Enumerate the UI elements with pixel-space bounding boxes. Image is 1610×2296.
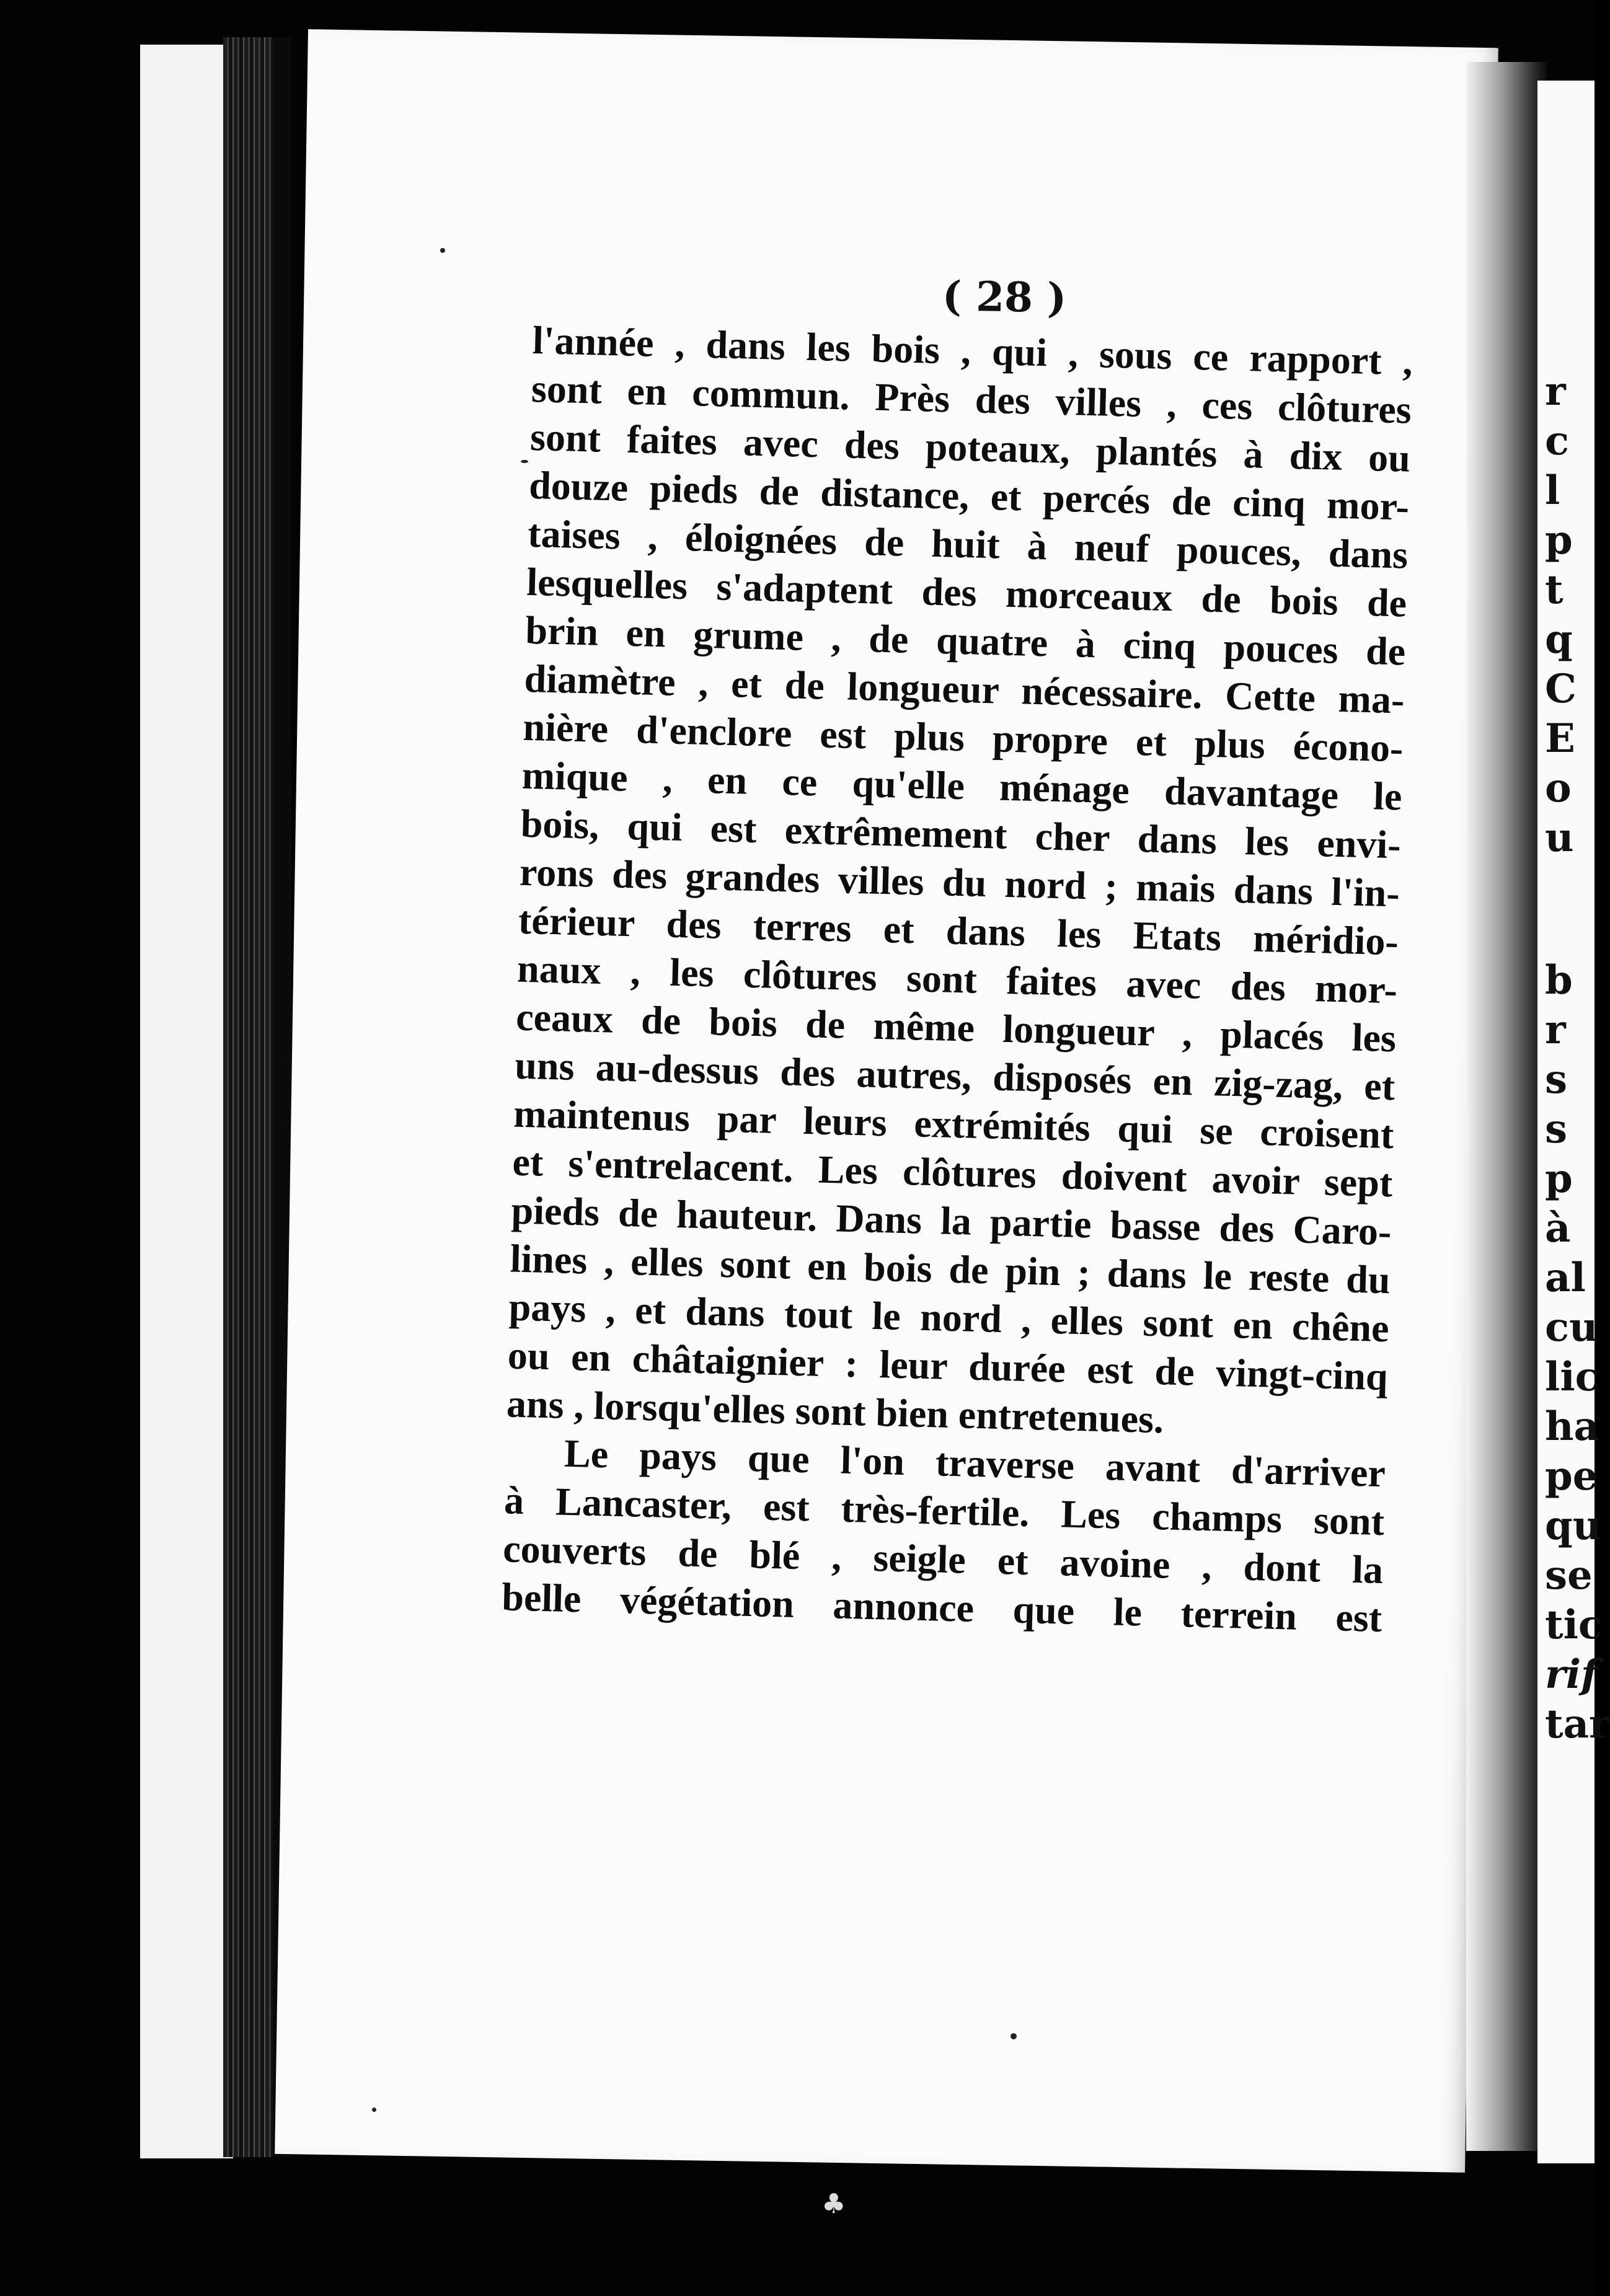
right-page-fragment-text: tar [1545, 1701, 1610, 1747]
right-page-fragment-text: p [1545, 517, 1573, 563]
right-page-fragment-text: s [1545, 1106, 1568, 1152]
right-page-fragment-text: pe [1545, 1453, 1598, 1499]
right-page-fragment-text: cu [1545, 1304, 1598, 1351]
text-line: à Lancaster, est très-fertile. Les champs sont [503, 1478, 1385, 1544]
right-page-fragment-text: q [1545, 616, 1573, 663]
body-text [502, 316, 1413, 1643]
text-line: pays , et dans tout le nord , elles sont en chêne [508, 1284, 1390, 1351]
text-line: et s'entrelacent. Les clôtures doivent avoir sept [511, 1139, 1394, 1206]
right-page-fragment-text: al [1545, 1255, 1586, 1301]
right-page-fragment-text: t [1545, 567, 1564, 613]
right-page-fragment-text: s [1545, 1056, 1568, 1103]
text-line: l'année , dans les bois , qui , sous ce rapport , [532, 317, 1413, 384]
right-page-fragment-text: C [1545, 666, 1577, 712]
text-line: uns au-dessus des autres, disposés en zig-zag, et [514, 1043, 1395, 1109]
right-page-fragment-text: l [1545, 467, 1560, 514]
scan-mark-icon: ♣ [821, 2188, 846, 2220]
text-line: couverts de blé , seigle et avoine , dont la [502, 1526, 1384, 1592]
text-line: taises , éloignées de huit à neuf pouces, dans [527, 511, 1409, 577]
text-line: douze pieds de distance, et percés de cinq mor- [528, 462, 1410, 529]
right-page-fragment-text: p [1545, 1155, 1573, 1202]
text-line: mique , en ce qu'elle ménage davantage le [521, 753, 1403, 819]
left-page-edge [140, 45, 233, 2158]
right-page-fragment-text: o [1545, 765, 1572, 811]
text-line: sont faites avec des poteaux, plantés à dix ou [529, 414, 1411, 480]
right-page-fragment-text: r [1545, 368, 1566, 415]
right-page-fragment-text: qu [1545, 1503, 1602, 1549]
ink-speck [521, 460, 528, 463]
right-page-fragment-text: tic [1545, 1602, 1603, 1648]
ink-speck [440, 248, 445, 253]
right-page-fragment-text: ha [1545, 1403, 1599, 1450]
right-page-fragment-text: E [1545, 715, 1575, 762]
text-line: belle végétation annonce que le terrein est [501, 1574, 1382, 1641]
right-page-fragment-text: b [1545, 957, 1573, 1004]
text-line: térieur des terres et dans les Etats méridio- [518, 898, 1399, 964]
text-line: brin en grume , de quatre à cinq pouces de [524, 607, 1407, 674]
text-line: ans , lorsqu'elles sont bien entretenues. [506, 1381, 1164, 1442]
right-page-fragment-text: c [1545, 418, 1569, 464]
ink-speck [1011, 2033, 1017, 2039]
text-line: nière d'enclore est plus propre et plus écono- [522, 704, 1404, 770]
text-line: diamètre , et de longueur nécessaire. Cette ma- [523, 656, 1405, 722]
right-page-fragment-text: à [1545, 1205, 1571, 1252]
text-line: ceaux de bois de même longueur , placés les [515, 994, 1397, 1061]
text-line: naux , les clôtures sont faites avec des mor- [516, 946, 1398, 1012]
text-line: rons des grandes villes du nord ; mais dans l'in- [519, 849, 1400, 916]
ink-speck [372, 2108, 376, 2112]
right-page-fragment-text: lic [1545, 1354, 1599, 1400]
page-number: ( 28 ) [942, 272, 1067, 322]
right-page-fragment-text: u [1545, 815, 1574, 861]
right-page-fragment [1537, 81, 1610, 2163]
right-page-fragment-text: rif [1545, 1651, 1598, 1698]
text-line: Le pays que l'on traverse avant d'arriver [564, 1431, 1386, 1496]
text-line: sont en commun. Près des villes , ces clôtures [531, 366, 1412, 432]
text-line: pieds de hauteur. Dans la partie basse des Caro- [510, 1188, 1392, 1254]
text-line: ou en châtaignier : leur durée est de vingt-cinq [507, 1333, 1389, 1399]
gutter-shadow [1466, 62, 1547, 2151]
text-line: lesquelles s'adaptent des morceaux de bois de [526, 559, 1407, 625]
text-line: maintenus par leurs extrémités qui se croisent [513, 1091, 1395, 1157]
text-line: bois, qui est extrêmement cher dans les envi- [520, 801, 1402, 867]
text-line: lines , elles sont en bois de pin ; dans le reste du [509, 1236, 1391, 1302]
right-page-fragment-text: r [1545, 1007, 1566, 1053]
right-page-fragment-text: se [1545, 1552, 1593, 1599]
